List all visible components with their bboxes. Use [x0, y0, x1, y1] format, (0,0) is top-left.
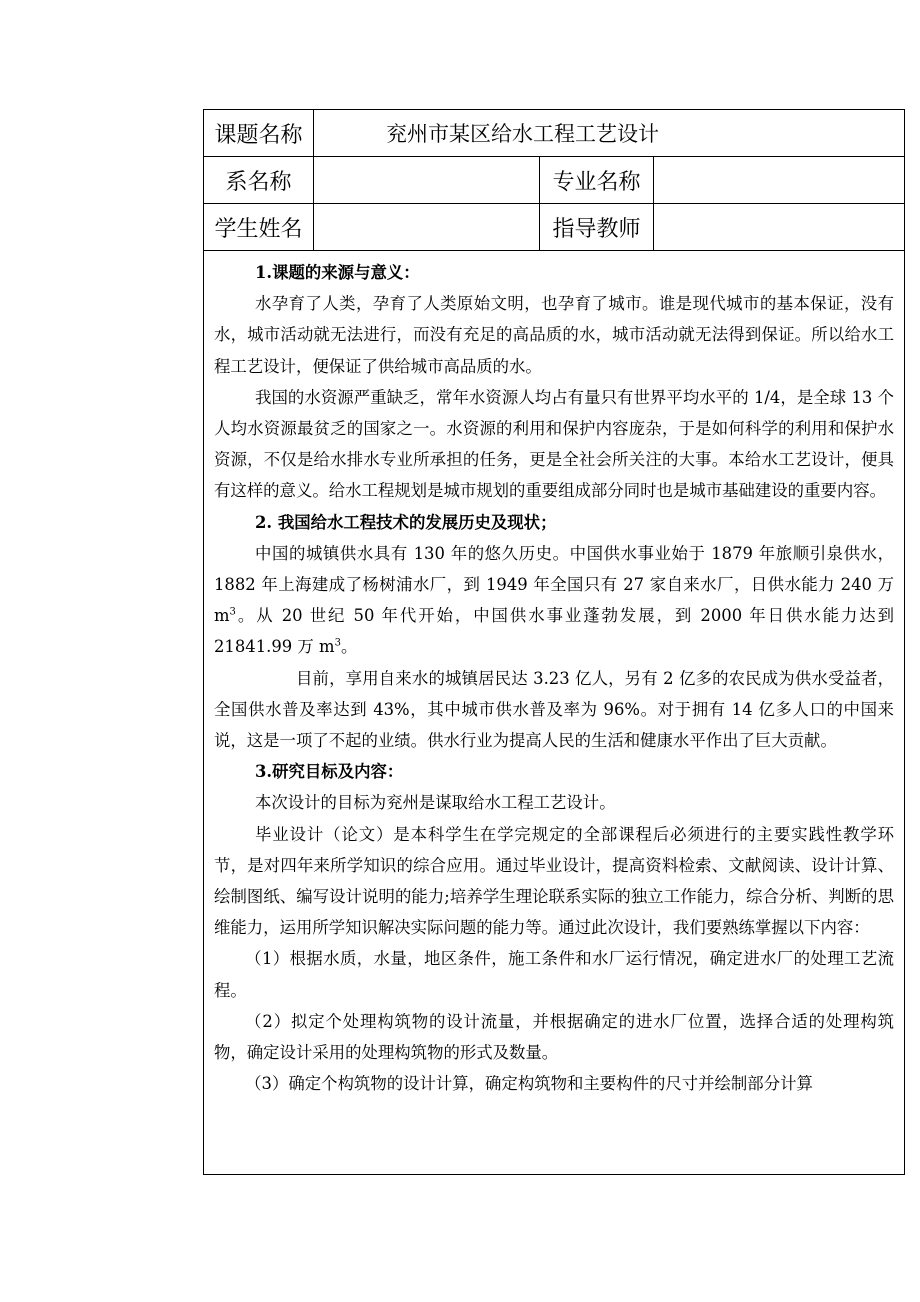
major-value	[654, 157, 905, 204]
section-1-paragraph-2: 我国的水资源严重缺乏，常年水资源人均占有量只有世界平均水平的 1/4，是全球 13 个人均水资源最贫乏的国家之一。水资源的利用和保护内容庞杂，于是如何科学的利用和保护水资源，不仅是给水排水专业所承担的任务，更是全社会所关注的大事。本给水工艺设计，便具有这样的意义。给水工程规划是城市规划的重要组成部分同时也是城市基础建设的重要内容。	[214, 387, 895, 501]
topic-value: 兖州市某区给水工程工艺设计	[314, 110, 905, 157]
s2-p1-part-a: 中国的城镇供水具有 130 年的悠久历史。中国供水事业始于 1879 年旅顺引泉供水，1882 年上海建成了杨树浦水厂，到 1949 年全国只有 27 家自来水厂，日供水能力 240 万 m	[214, 543, 895, 626]
section-2-paragraph-2: 目前，享用自来水的城镇居民达 3.23 亿人，另有 2 亿多的农民成为供水受益者，全国供水普及率达到 43%，其中城市供水普及率为 96%。对于拥有 14 亿多人口的中国来说，这是一项了不起的业绩。供水行业为提高人民的生活和健康水平作出了巨大贡献。	[214, 668, 895, 751]
dept-label: 系名称	[204, 157, 314, 204]
topic-row	[204, 110, 905, 157]
section-3-paragraph-1: 本次设计的目标为兖州是谋取给水工程工艺设计。	[255, 793, 616, 813]
section-2-heading: 2. 我国给水工程技术的发展历史及现状；	[255, 512, 557, 532]
major-label: 专业名称	[540, 157, 654, 204]
section-3-paragraph-2: 毕业设计（论文）是本科学生在学完规定的全部课程后必须进行的主要实践性教学环节，是对四年来所学知识的综合应用。通过毕业设计，提高资料检索、文献阅读、设计计算、绘制图纸、编写设计说明的能力;培养学生理论联系实际的独立工作能力，综合分析、判断的思维能力，运用所学知识解决实际问题的能力等。通过此次设计，我们要熟练掌握以下内容：	[214, 824, 895, 938]
section-2-paragraph-1	[214, 538, 894, 663]
section-3-item-1: （1）根据水质，水量，地区条件，施工条件和水厂运行情况，确定进水厂的处理工艺流程。	[214, 949, 895, 1000]
content-cell	[204, 251, 905, 1175]
cubic-superscript-2: 3	[334, 637, 341, 649]
section-3-item-3: （3）确定个构筑物的设计计算，确定构筑物和主要构件的尺寸并绘制部分计算	[245, 1074, 813, 1094]
dept-value	[314, 157, 540, 204]
student-value	[314, 204, 540, 251]
section-3-item-2: （2）拟定个处理构筑物的设计流量，并根据确定的进水厂位置，选择合适的处理构筑物，确定设计采用的处理构筑物的形式及数量。	[214, 1011, 895, 1063]
proposal-form-table	[203, 109, 905, 1175]
advisor-label: 指导教师	[540, 204, 654, 251]
section-1-heading: 1.课题的来源与意义：	[255, 263, 420, 282]
section-3-heading: 3.研究目标及内容：	[255, 762, 404, 782]
student-row	[204, 204, 905, 251]
advisor-value	[654, 204, 905, 251]
s2-p1-part-b: 。从 20 世纪 50 年代开始，中国供水事业蓬勃发展，到 2000 年日供水能力达到 21841.99 万 m	[214, 606, 895, 657]
student-label: 学生姓名	[204, 204, 314, 251]
s2-p1-part-c: 。	[340, 637, 358, 657]
dept-row	[204, 157, 905, 204]
topic-label: 课题名称	[204, 110, 314, 157]
section-1-paragraph-1: 水孕育了人类，孕育了人类原始文明，也孕育了城市。谁是现代城市的基本保证，没有水，城市活动就无法进行，而没有充足的高品质的水，城市活动就无法得到保证。所以给水工程工艺设计，便保证了供给城市高品质的水。	[214, 294, 895, 376]
content-row	[204, 251, 905, 1175]
cubic-superscript-1: 3	[229, 606, 236, 618]
